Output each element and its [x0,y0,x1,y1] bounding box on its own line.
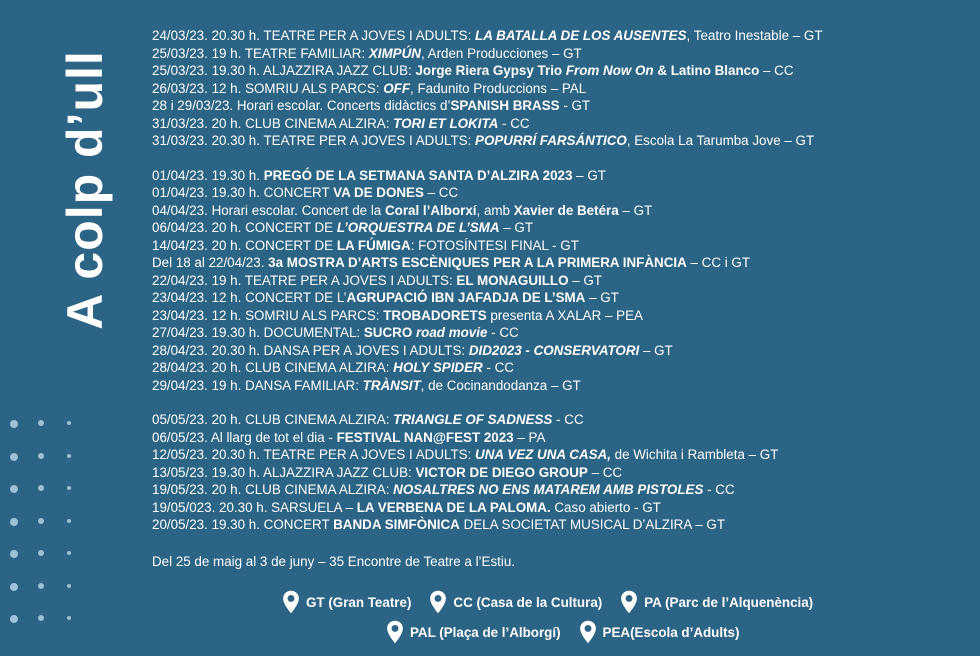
map-pin-icon [429,590,447,614]
event-highlight: Xavier de Betéra [513,202,619,218]
event-text: de Wichita i Rambleta – GT [610,447,779,462]
decorative-dot [67,454,71,458]
event-highlight: AGRUPACIÓ IBN JAFADJA DE L’SMA [346,290,586,305]
event-row [152,202,967,220]
event-highlight: UNA VEZ UNA CASA, [475,447,611,462]
decorative-dot [38,485,44,491]
block-spacer [152,394,967,411]
legend-item [386,620,561,644]
event-text: , Teatro Inestable – GT [686,28,823,43]
side-title: A colp d’ull [57,50,113,330]
event-text: – CC [759,63,794,78]
block-spacer [152,150,967,167]
event-text: 23/04/23. 12 h. CONCERT DE L’ [152,290,347,305]
event-text: , de Cocinandodanza – GT [420,377,581,393]
event-row [152,254,967,272]
event-highlight: SPANISH BRASS [450,98,560,113]
event-highlight: TROBADORETS [383,307,487,323]
event-text: 28/04/23. 20.30 h. DANSA PER A JOVES I ADULTS: [152,342,469,358]
decorative-dot [10,583,18,591]
event-text: 05/05/23. 20 h. CLUB CINEMA ALZIRA: [152,412,394,427]
event-text: – CC [423,185,459,200]
event-text: 25/03/23. 19.30 h. ALJAZZIRA JAZZ CLUB: [152,63,416,78]
event-highlight: DID2023 - CONSERVATORI [468,342,640,358]
event-text: - CC [482,360,514,375]
event-text: – PA [513,429,546,445]
agenda-list [152,27,967,534]
event-text: , Arden Producciones – GT [420,45,582,61]
event-highlight: road movie [415,325,488,340]
event-row [152,411,967,429]
event-highlight: 3a MOSTRA D’ARTS ESCÈNIQUES PER A LA PRIMERA INFÀNCIA [268,255,687,270]
event-text: – CC i GT [686,255,751,270]
event-row [152,272,967,290]
decorative-dot [67,519,71,523]
event-row [152,27,967,45]
event-text: 31/03/23. 20 h. CLUB CINEMA ALZIRA: [152,115,394,131]
event-row [152,80,967,98]
event-highlight: L’ORQUESTRA DE L’SMA [336,220,500,235]
event-text: – GT [585,290,619,305]
legend-label: GT (Gran Teatre) [306,594,412,610]
decorative-dots [10,420,94,648]
map-pin-icon [282,590,300,614]
event-text: – GT [639,342,673,358]
event-row [152,132,967,150]
legend-label: CC (Casa de la Cultura) [453,594,603,610]
event-text: – GT [499,220,533,235]
decorative-dot [67,584,71,588]
legend-label: PAL (Plaça de l’Alborgí) [410,624,561,640]
event-text: 13/05/23. 19.30 h. ALJAZZIRA JAZZ CLUB: [152,464,416,480]
event-text: – GT [618,202,653,218]
event-row [152,359,967,377]
event-text: Caso abierto - GT [550,499,661,515]
decorative-dot [67,486,71,490]
decorative-dot [10,485,18,493]
side-title-container [30,40,140,340]
event-text: 06/04/23. 20 h. CONCERT DE [152,220,337,235]
event-text: , Fadunito Produccions – PAL [410,80,587,96]
decorative-dot [10,518,18,526]
event-row [152,446,967,464]
event-highlight: PREGÓ DE LA SETMANA SANTA D’ALZIRA 2023 [263,167,573,183]
event-text: 27/04/23. 19.30 h. DOCUMENTAL: [152,325,364,340]
event-text: 25/03/23. 19 h. TEATRE FAMILIAR: [152,45,369,61]
event-text: 14/04/23. 20 h. CONCERT DE [152,237,337,253]
event-row [152,97,967,115]
event-row [152,429,967,447]
event-highlight: FESTIVAL NAN@FEST 2023 [336,429,514,445]
event-highlight: Jorge Riera Gypsy Trio [415,63,566,78]
decorative-dot [10,615,18,623]
map-pin-icon [386,620,404,644]
event-row [152,184,967,202]
event-text: , amb [476,202,514,218]
event-row [152,62,967,80]
event-text: 26/03/23. 12 h. SOMRIU ALS PARCS: [152,80,384,96]
event-row [152,219,967,237]
event-text: DELA SOCIETAT MUSICAL D’ALZIRA – GT [459,517,726,532]
event-highlight: LA BATALLA DE LOS AUSENTES [475,28,687,43]
event-text: 24/03/23. 20.30 h. TEATRE PER A JOVES I ADULTS: [152,28,476,43]
event-highlight: POPURRÍ FARSÁNTICO [475,133,627,148]
event-text: - CC [552,412,584,427]
decorative-dot [38,453,44,459]
event-row [152,237,967,255]
event-row [152,464,967,482]
decorative-dot [67,616,71,620]
event-text: 28 i 29/03/23. Horari escolar. Concerts didàctics d’ [152,98,451,113]
event-highlight: & Latino Blanco [653,63,760,78]
event-text: 19/05/23. 20 h. CLUB CINEMA ALZIRA: [152,482,394,497]
event-highlight: EL MONAGUILLO [456,272,569,288]
event-text: Del 18 al 22/04/23. [152,255,269,270]
decorative-dot [67,551,71,555]
legend-label: PEA(Escola d’Adults) [602,624,740,640]
event-text: 22/04/23. 19 h. TEATRE PER A JOVES I ADULTS: [152,272,457,288]
legend-item [282,590,411,614]
event-text: - CC [498,115,530,131]
event-text: 04/04/23. Horari escolar. Concert de la [152,202,385,218]
event-text: 12/05/23. 20.30 h. TEATRE PER A JOVES I ADULTS: [152,447,476,462]
event-text: 29/04/23. 19 h. DANSA FAMILIAR: [152,377,363,393]
event-row [152,377,967,395]
event-highlight: TRÀNSIT [362,377,421,393]
event-row [152,481,967,499]
legend-item [429,590,602,614]
event-text: 01/04/23. 19.30 h. CONCERT [152,185,334,200]
event-highlight: TRIANGLE OF SADNESS [393,412,553,427]
legend-label: PA (Parc de l’Alquenència) [644,594,814,610]
footer-note: Del 25 de maig al 3 de juny – 35 Encontre de Teatre a l’Estiu. [152,554,516,569]
event-highlight: VA DE DONES [333,185,424,200]
event-highlight: OFF [383,80,411,96]
event-highlight: TORI ET LOKITA [393,115,499,131]
decorative-dot [38,518,44,524]
event-highlight: NOSALTRES NO ENS MATAREM AMB PISTOLES [393,482,704,497]
decorative-dot [10,453,18,461]
event-text: presenta A XALAR – PEA [486,307,643,323]
event-highlight: LA FÚMIGA [336,237,411,253]
event-highlight: HOLY SPIDER [393,360,483,375]
decorative-dot [67,421,71,425]
decorative-dot [10,420,18,428]
legend-row-2 [386,620,739,644]
decorative-dot [38,550,44,556]
event-text: – GT [568,272,602,288]
event-text: 20/05/23. 19.30 h. CONCERT [152,517,334,532]
event-text: 06/05/23. Al llarg de tot el dia - [152,429,337,445]
event-text: : FOTOSÍNTESI FINAL - GT [410,237,579,253]
event-text: 01/04/23. 19.30 h. [152,167,264,183]
decorative-dot [38,615,44,621]
map-pin-icon [620,590,638,614]
event-text: - CC [487,325,519,340]
event-highlight: VICTOR DE DIEGO GROUP [415,464,588,480]
event-highlight: SUCRO [363,325,416,340]
event-text: 23/04/23. 12 h. SOMRIU ALS PARCS: [152,307,384,323]
event-row [152,499,967,517]
event-text: 28/04/23. 20 h. CLUB CINEMA ALZIRA: [152,360,394,375]
event-row [152,307,967,325]
event-row [152,167,967,185]
event-highlight: From Now On [565,63,654,78]
event-highlight: LA VERBENA DE LA PALOMA. [356,499,551,515]
legend-item [620,590,813,614]
legend-item [579,620,740,644]
decorative-dot [38,420,44,426]
event-highlight: Coral l’Alborxí [384,202,477,218]
event-row [152,289,967,307]
decorative-dot [10,550,18,558]
event-text: - GT [559,98,591,113]
event-text: – CC [587,464,623,480]
event-text: – GT [572,167,606,183]
event-text: 31/03/23. 20.30 h. TEATRE PER A JOVES I ADULTS: [152,133,476,148]
event-highlight: XIMPÚN [368,45,421,61]
event-row [152,324,967,342]
event-text: , Escola La Tarumba Jove – GT [626,133,815,148]
map-pin-icon [579,620,597,644]
legend-row-1 [282,590,813,614]
event-row [152,342,967,360]
event-row [152,516,967,534]
event-highlight: BANDA SIMFÒNICA [333,517,460,532]
event-text: 19/05/023. 20.30 h. SARSUELA – [152,499,357,515]
decorative-dot [38,583,44,589]
event-row [152,45,967,63]
event-row [152,115,967,133]
event-text: - CC [703,482,735,497]
